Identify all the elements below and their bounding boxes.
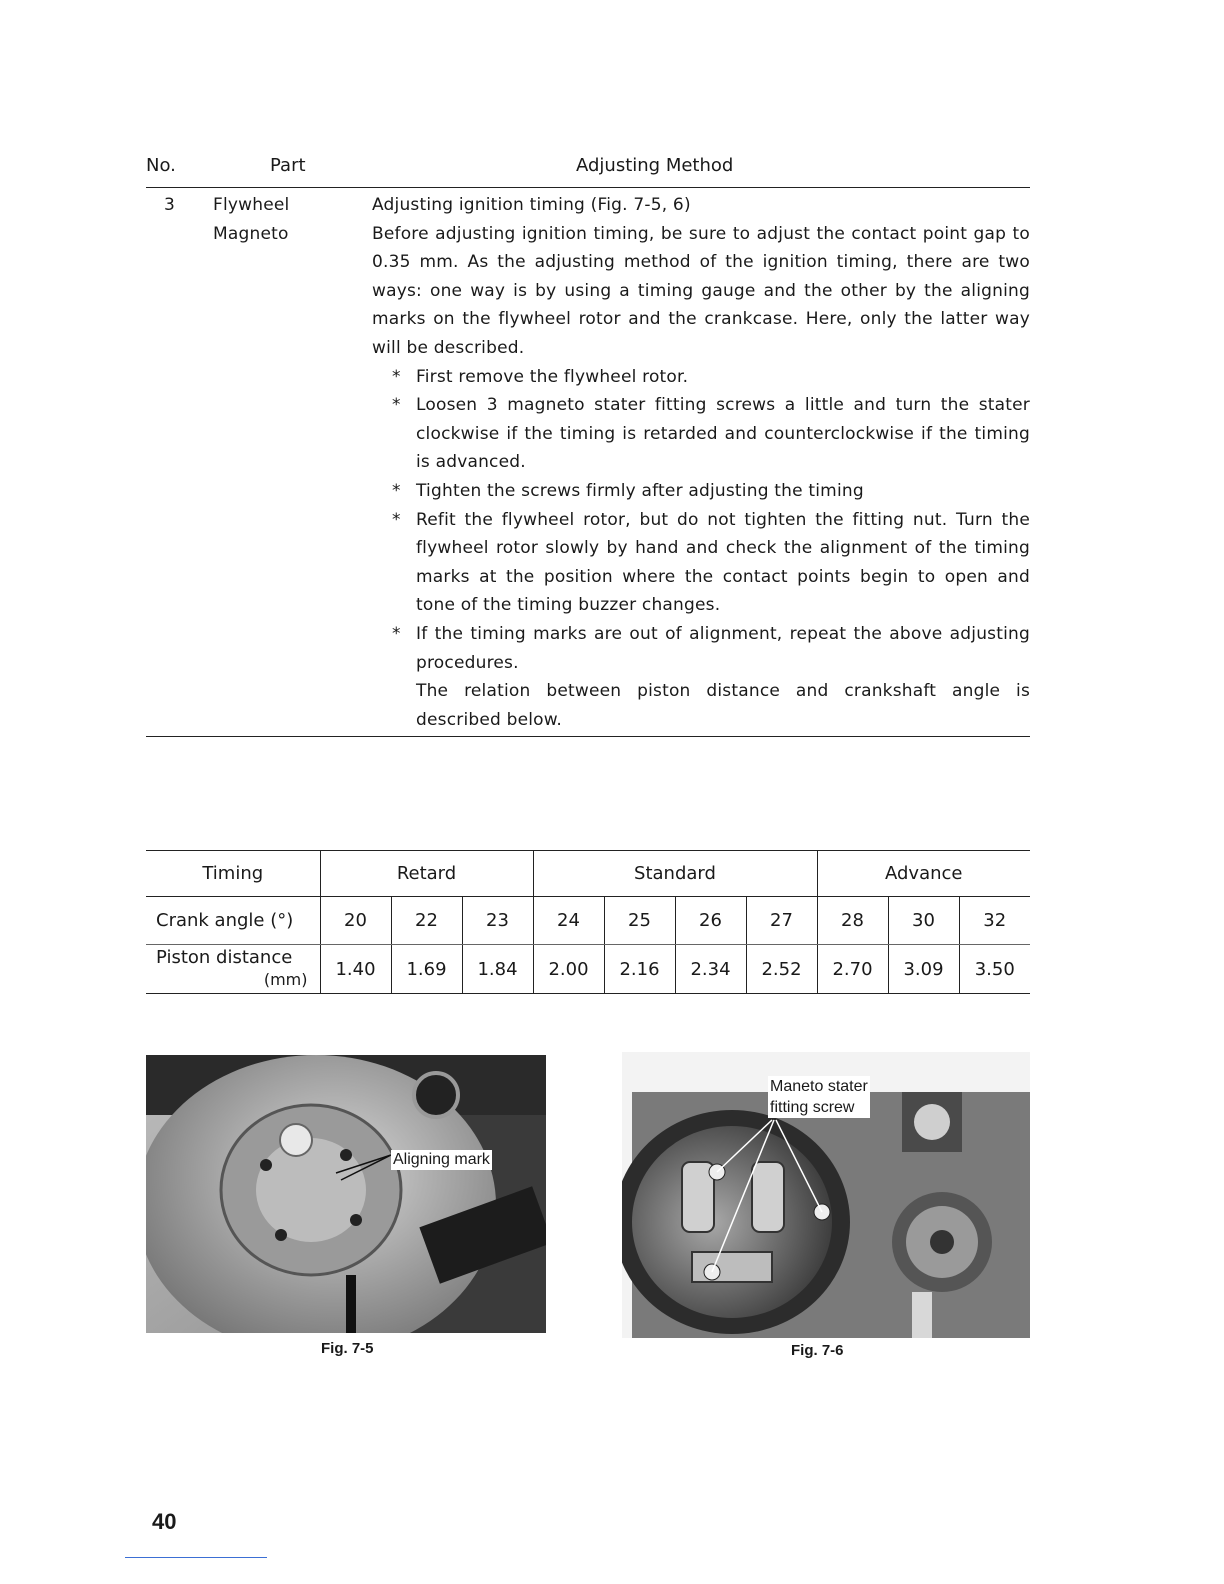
bullet-text: Loosen 3 magneto stater fitting screws a little and turn the stater clockwise if the timing is retarded and counterclockwise if the timing is advanced. xyxy=(416,395,1030,473)
table-cell: 2.16 xyxy=(604,945,675,994)
header-part: Part xyxy=(270,155,306,176)
piston-label-line1: Piston distance xyxy=(156,947,293,968)
fig-7-6-label-line1: Maneto stater xyxy=(770,1078,868,1095)
table-cell: 24 xyxy=(533,897,604,945)
bullet-item xyxy=(372,391,1030,477)
bullet-item xyxy=(372,620,1030,677)
entry-part xyxy=(213,191,289,248)
asterisk-icon: * xyxy=(392,623,401,644)
entry-part-line2: Magneto xyxy=(213,223,289,244)
bullet-text: Refit the flywheel rotor, but do not tighten the fitting nut. Turn the flywheel rotor slowly by hand and check the alignment of the timing marks at the position where the contact points begin to open and tone of the timing buzzer changes. xyxy=(416,509,1030,616)
table-cell: 2.52 xyxy=(746,945,817,994)
table-cell: 32 xyxy=(959,897,1030,945)
entry-intro: Before adjusting ignition timing, be sure to adjust the contact point gap to 0.35 mm. As the adjusting method of the ignition timing, there are two ways: one way is by using a timing gauge and the other by the aligning marks on the flywheel rotor and the crankcase. Here, only the latter way will be described. xyxy=(372,223,1030,358)
entry-rule xyxy=(146,736,1030,737)
entry-closing: The relation between piston distance and crankshaft angle is described below. xyxy=(416,681,1030,730)
col-standard: Standard xyxy=(533,850,817,897)
asterisk-icon: * xyxy=(392,509,401,530)
table-cell: 3.50 xyxy=(959,945,1030,994)
col-retard: Retard xyxy=(320,850,533,897)
table-header-row xyxy=(146,850,1030,897)
fig-7-5-label: Aligning mark xyxy=(393,1151,490,1168)
table-cell: 20 xyxy=(320,897,391,945)
table-cell: 22 xyxy=(391,897,462,945)
table-row xyxy=(146,897,1030,945)
fig-7-6-caption: Fig. 7-6 xyxy=(791,1342,844,1359)
fig-7-6-label xyxy=(768,1076,870,1118)
asterisk-icon: * xyxy=(392,480,401,501)
fig-7-5-caption: Fig. 7-5 xyxy=(321,1340,374,1357)
table-cell: 2.34 xyxy=(675,945,746,994)
entry-number: 3 xyxy=(164,195,176,215)
bullet-item xyxy=(372,477,1030,506)
table-cell: 1.84 xyxy=(462,945,533,994)
bullet-text: First remove the flywheel rotor. xyxy=(416,366,689,387)
piston-label-line2: (mm) xyxy=(263,970,308,989)
asterisk-icon: * xyxy=(392,366,401,387)
table-row xyxy=(146,945,1030,994)
table-cell: 25 xyxy=(604,897,675,945)
header-rule xyxy=(146,187,1030,188)
table-cell: 2.00 xyxy=(533,945,604,994)
table-cell: 2.70 xyxy=(817,945,888,994)
col-timing: Timing xyxy=(146,850,320,897)
entry-part-line1: Flywheel xyxy=(213,195,290,215)
entry-title: Adjusting ignition timing (Fig. 7-5, 6) xyxy=(372,195,691,215)
piston-distance-label xyxy=(146,945,320,994)
fig-7-5-photo xyxy=(146,1055,546,1333)
bullet-text: Tighten the screws firmly after adjusting the timing xyxy=(416,480,864,501)
page-number: 40 xyxy=(152,1509,177,1534)
bullet-item xyxy=(372,506,1030,620)
table-cell: 1.40 xyxy=(320,945,391,994)
table-cell: 27 xyxy=(746,897,817,945)
footer-link-rule xyxy=(125,1557,267,1558)
col-advance: Advance xyxy=(817,850,1030,897)
entry-method xyxy=(372,191,1030,734)
bullet-text: If the timing marks are out of alignment, repeat the above adjusting procedures. xyxy=(416,623,1030,673)
timing-table xyxy=(146,850,1030,994)
table-cell: 1.69 xyxy=(391,945,462,994)
flywheel-photo-illustration xyxy=(146,1055,546,1333)
table-cell: 28 xyxy=(817,897,888,945)
table-cell: 23 xyxy=(462,897,533,945)
bullet-item xyxy=(372,363,1030,392)
header-method: Adjusting Method xyxy=(576,155,734,176)
table-cell: 3.09 xyxy=(888,945,959,994)
table-cell: 26 xyxy=(675,897,746,945)
fig-7-6-label-line2: fitting screw xyxy=(770,1099,855,1116)
asterisk-icon: * xyxy=(392,395,401,416)
crank-angle-label: Crank angle (°) xyxy=(146,897,320,945)
header-no: No. xyxy=(146,155,176,176)
table-cell: 30 xyxy=(888,897,959,945)
